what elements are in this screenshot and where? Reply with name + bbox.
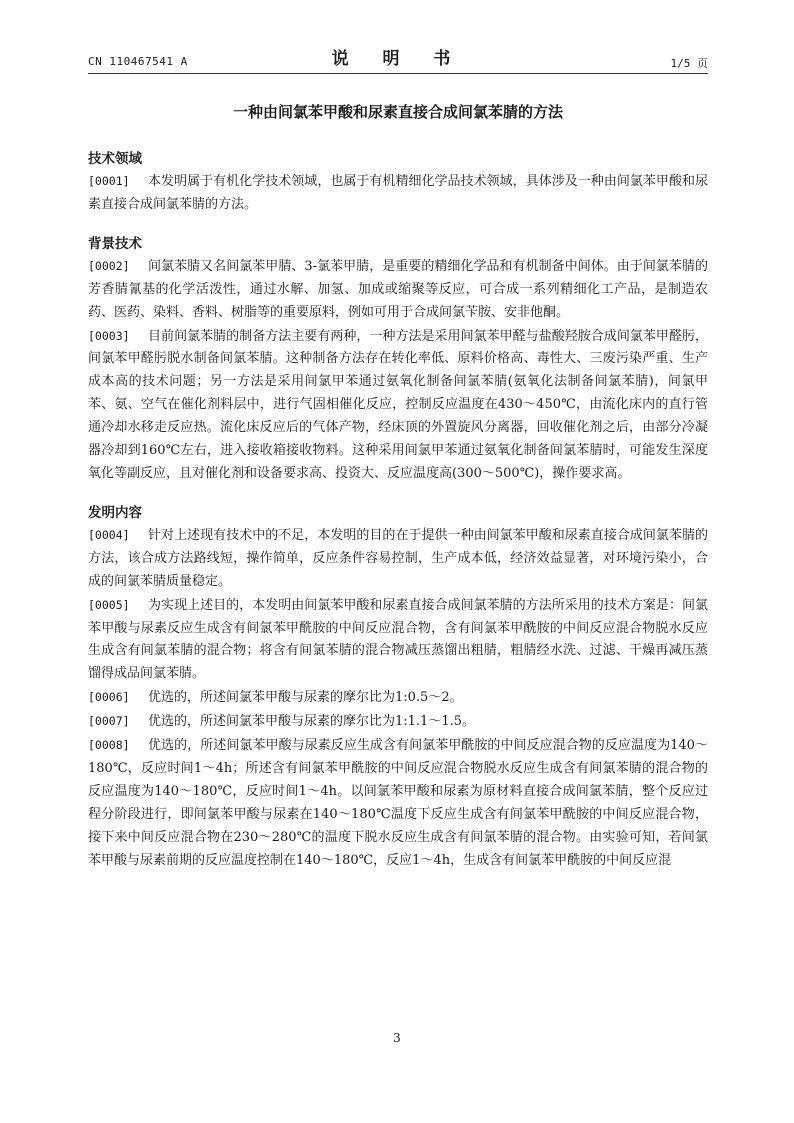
paragraph (88, 594, 708, 687)
paragraph (88, 325, 708, 486)
paragraph (88, 710, 708, 734)
paragraph-number: [0002] (88, 258, 130, 273)
page-count: 1/5 页 (670, 57, 708, 70)
header-divider (88, 73, 708, 74)
paragraph-number: [0006] (88, 690, 130, 705)
paragraph (88, 686, 708, 710)
section-background (88, 233, 708, 486)
paragraph-number: [0004] (88, 527, 130, 542)
page-header (88, 44, 708, 72)
paragraph-text: 针对上述现有技术中的不足，本发明的目的在于提供一种由间氯苯甲酸和尿素直接合成间氯苯腈的方法，该合成方法路线短，操作简单，反应条件容易控制，生产成本低，经济效益显著，对环境污染小，合成的间氯苯腈质量稳定。 (88, 527, 708, 589)
paragraph-text: 间氯苯腈又名间氯苯甲腈、3-氯苯甲腈，是重要的精细化学品和有机制备中间体。由于间氯苯腈的芳香腈氰基的化学活泼性，通过水解、加氢、加成或缩聚等反应，可合成一系列精细化工产品，是制造农药、医药、染料、香料、树脂等的重要原料，例如可用于合成间氯苄胺、安非他酮。 (88, 258, 708, 320)
paragraph-text: 本发明属于有机化学技术领域，也属于有机精细化学品技术领域，具体涉及一种由间氯苯甲酸和尿素直接合成间氯苯腈的方法。 (88, 174, 708, 212)
document-title: 一种由间氯苯甲酸和尿素直接合成间氯苯腈的方法 (232, 103, 563, 121)
paragraph (88, 734, 708, 872)
document-type: 说 明 书 (331, 49, 465, 69)
paragraph-text: 优选的，所述间氯苯甲酸与尿素反应生成含有间氯苯甲酰胺的中间反应混合物的反应温度为140～180℃，反应时间1～4h；所述含有间氯苯甲酰胺的中间反应混合物脱水反应生成含有间氯苯腈的混合物的反应温度为140～180℃，反应时间1～4h。以间氯苯甲酸和尿素为原材料直接合成间氯苯腈，整个反应过程分阶段进行，即间氯苯甲酸与尿素在140～180℃温度下反应生成含有间氯苯甲酰胺的中间反应混合物，接下来中间反应混合物在230～280℃的温度下脱水反应生成含有间氯苯腈的混合物。由实验可知，若间氯苯甲酸与尿素前期的反应温度控制在140～180℃，反应1～4h，生成含有间氯苯甲酰胺的中间反应混 (88, 738, 708, 868)
section-heading: 背景技术 (88, 235, 142, 252)
paragraph-number: [0007] (88, 714, 130, 729)
paragraph-text: 优选的，所述间氯苯甲酸与尿素的摩尔比为1:0.5～2。 (148, 690, 463, 706)
paragraph (88, 524, 708, 594)
paragraph-number: [0001] (88, 174, 130, 188)
paragraph-number: [0008] (88, 738, 130, 753)
section-heading: 技术领域 (88, 151, 142, 167)
section-heading: 发明内容 (88, 504, 142, 521)
paragraph-number: [0003] (88, 328, 130, 343)
paragraph-text: 为实现上述目的，本发明由间氯苯甲酸和尿素直接合成间氯苯腈的方法所采用的技术方案是：间氯苯甲酸与尿素反应生成含有间氯苯甲酰胺的中间反应混合物，含有间氯苯甲酰胺的中间反应混合物脱水反应生成含有间氯苯腈的混合物；将含有间氯苯腈的混合物减压蒸馏出粗腈，粗腈经水洗、过滤、干燥再减压蒸馏得成品间氯苯腈。 (88, 597, 708, 682)
paragraph-number: [0005] (88, 597, 130, 612)
paragraph (88, 170, 708, 217)
paragraph-text: 优选的，所述间氯苯甲酸与尿素的摩尔比为1:1.1～1.5。 (148, 714, 475, 730)
paragraph (88, 255, 708, 325)
document-body (88, 148, 708, 888)
publication-number: CN 110467541 A (88, 55, 188, 68)
page-number: 3 (393, 1031, 401, 1045)
section-summary (88, 502, 708, 873)
paragraph-text: 目前间氯苯腈的制备方法主要有两种，一种方法是采用间氯苯甲醛与盐酸羟胺合成间氯苯甲醛肟，间氯苯甲醛肟脱水制备间氯苯腈。这种制备方法存在转化率低、原料价格高、毒性大、三废污染严重、生产成本高的技术问题；另一方法是采用间氯甲苯通过氨氧化制备间氯苯腈(氨氧化法制备间氯苯腈)，间氯甲苯、氨、空气在催化剂料层中，进行气固相催化反应，控制反应温度在430～450℃，由流化床内的直行管通冷却水移走反应热。流化床反应后的气体产物，经床顶的外置旋风分离器，回收催化剂之后，由部分冷凝器冷却到160℃左右，进入接收箱接收物料。这种采用间氯甲苯通过氨氧化制备间氯苯腈时，可能发生深度氧化等副反应，且对催化剂和设备要求高、投资大、反应温度高(300～500℃)，操作要求高。 (88, 328, 708, 481)
section-technical-field (88, 148, 708, 217)
